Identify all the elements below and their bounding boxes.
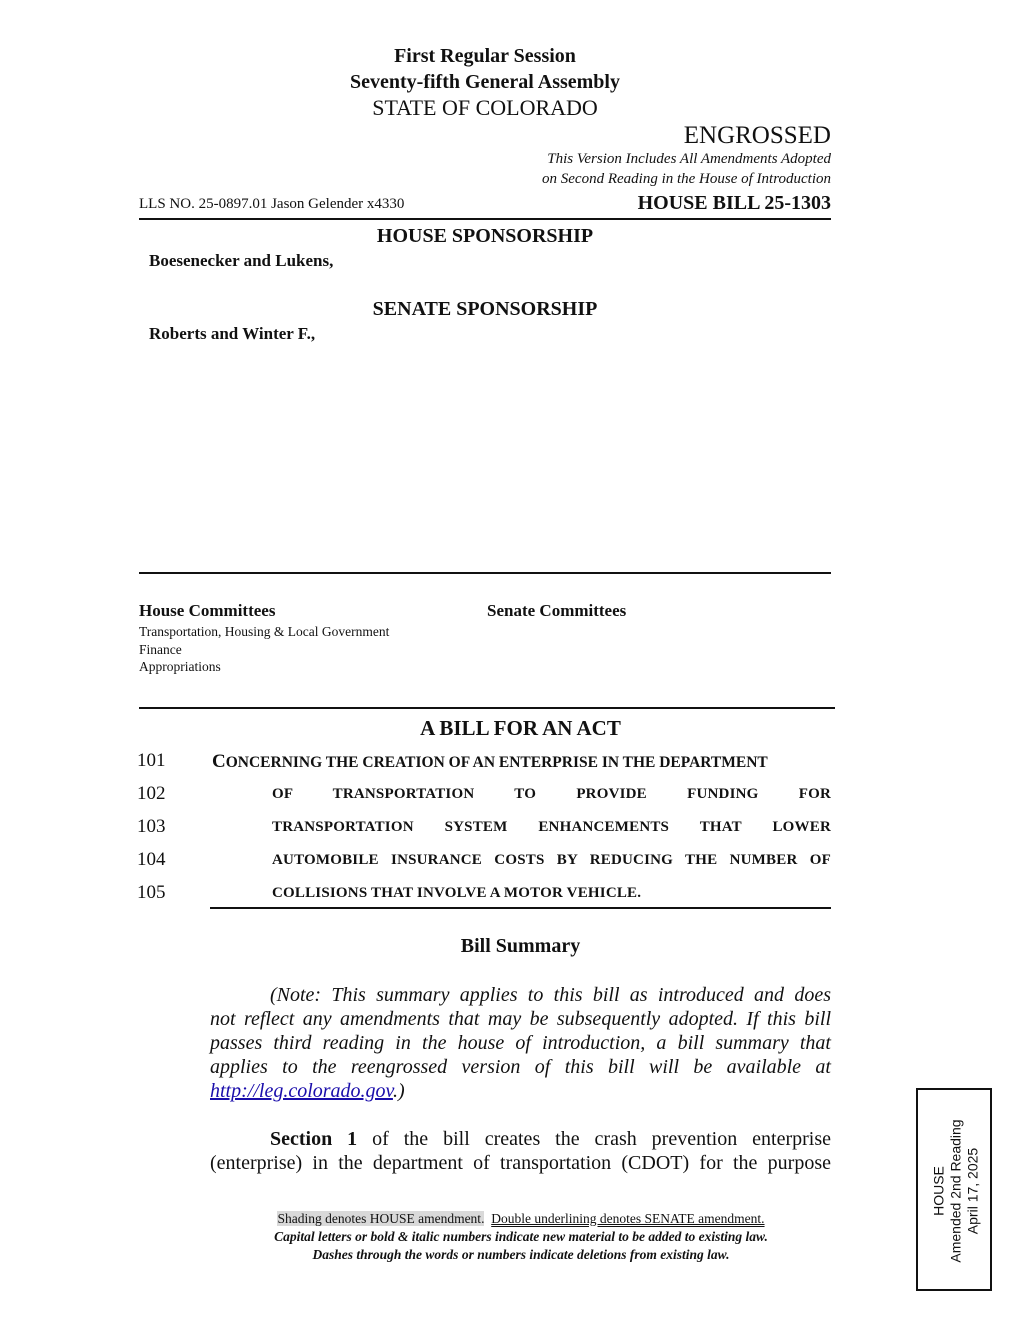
line-number: 102 [137, 783, 166, 804]
header-rule [139, 218, 831, 220]
stamp-line-house: HOUSE [930, 1166, 947, 1216]
capital-letters-note: Capital letters or bold & italic numbers indicate new material to be added to existing law. [274, 1229, 768, 1244]
version-note-1: This Version Includes All Amendments Adopted [547, 151, 831, 167]
dashes-note: Dashes through the words or numbers indicate deletions from existing law. [312, 1247, 730, 1262]
engrossed-status: ENGROSSED [683, 122, 831, 149]
summary-title: Bill Summary [460, 935, 581, 957]
line-number: 104 [137, 849, 166, 870]
summary-note-line: applies to the reengrossed version of this bill will be available at [210, 1056, 831, 1078]
act-top-rule [139, 707, 835, 709]
section-1-paragraph [210, 1127, 831, 1175]
section-1-line-1 [210, 1127, 831, 1151]
stamp-text [931, 1091, 982, 1291]
act-title: A BILL FOR AN ACT [420, 716, 621, 740]
line-number: 101 [137, 750, 166, 771]
senate-sponsors: Roberts and Winter F., [149, 324, 316, 343]
house-committee-item: Finance [139, 641, 182, 657]
amendment-stamp [916, 1088, 992, 1291]
section-1-line-1-rest: of the bill creates the crash prevention enterprise [357, 1128, 832, 1150]
bill-number: HOUSE BILL 25-1303 [637, 192, 831, 214]
lls-number: LLS NO. 25-0897.01 Jason Gelender x4330 [139, 196, 405, 212]
line-number: 105 [137, 882, 166, 903]
house-committee-item: Transportation, Housing & Local Government [139, 624, 390, 639]
leg-colorado-link[interactable]: http://leg.colorado.gov [210, 1080, 393, 1102]
house-committee-list [139, 623, 389, 676]
act-title-line-1-rest: ONCERNING THE CREATION OF AN ENTERPRISE IN THE DEPARTMENT [225, 754, 768, 771]
section-label: Section 1 [270, 1128, 358, 1150]
house-committee-item: Appropriations [139, 659, 221, 674]
senate-committees-title: Senate Committees [487, 601, 627, 620]
shading-note: Shading denotes HOUSE amendment. [277, 1211, 485, 1226]
double-underline-note: Double underlining denotes SENATE amendment. [491, 1211, 765, 1226]
act-bottom-rule [210, 907, 831, 909]
amendment-legend [0, 1211, 1024, 1227]
act-title-line-3: TRANSPORTATION SYSTEM ENHANCEMENTS THAT LOWER [272, 819, 831, 835]
stamp-line-date: April 17, 2025 [964, 1147, 981, 1235]
house-sponsors: Boesenecker and Lukens, [149, 251, 334, 270]
stamp-line-amended: Amended 2nd Reading [947, 1119, 964, 1263]
act-title-line-5: COLLISIONS THAT INVOLVE A MOTOR VEHICLE. [272, 885, 642, 901]
senate-sponsorship-title: SENATE SPONSORSHIP [372, 298, 598, 320]
section-1-line-2: (enterprise) in the department of transportation (CDOT) for the purpose [210, 1152, 831, 1174]
house-sponsorship-title: HOUSE SPONSORSHIP [376, 225, 594, 247]
version-note-2: on Second Reading in the House of Introduction [542, 171, 831, 187]
act-title-line-1 [212, 751, 831, 773]
act-initial-capital: C [212, 751, 226, 772]
assembly-title: Seventy-fifth General Assembly [350, 71, 620, 93]
summary-note [210, 983, 831, 1103]
summary-note-line: (Note: This summary applies to this bill as introduced and does [270, 984, 831, 1006]
session-title: First Regular Session [394, 45, 576, 67]
act-title-line-2: OF TRANSPORTATION TO PROVIDE FUNDING FOR [272, 786, 831, 802]
house-committees-title: House Committees [139, 601, 276, 620]
act-title-line-4: AUTOMOBILE INSURANCE COSTS BY REDUCING THE NUMBER OF [272, 852, 831, 868]
summary-note-line: passes third reading in the house of introduction, a bill summary that [210, 1032, 831, 1054]
summary-note-line: not reflect any amendments that may be subsequently adopted. If this bill [210, 1008, 831, 1030]
state-title: STATE OF COLORADO [372, 95, 598, 120]
summary-note-last-line [210, 1079, 831, 1103]
committees-top-rule [139, 572, 831, 574]
link-suffix: .) [392, 1080, 405, 1102]
line-number: 103 [137, 816, 166, 837]
